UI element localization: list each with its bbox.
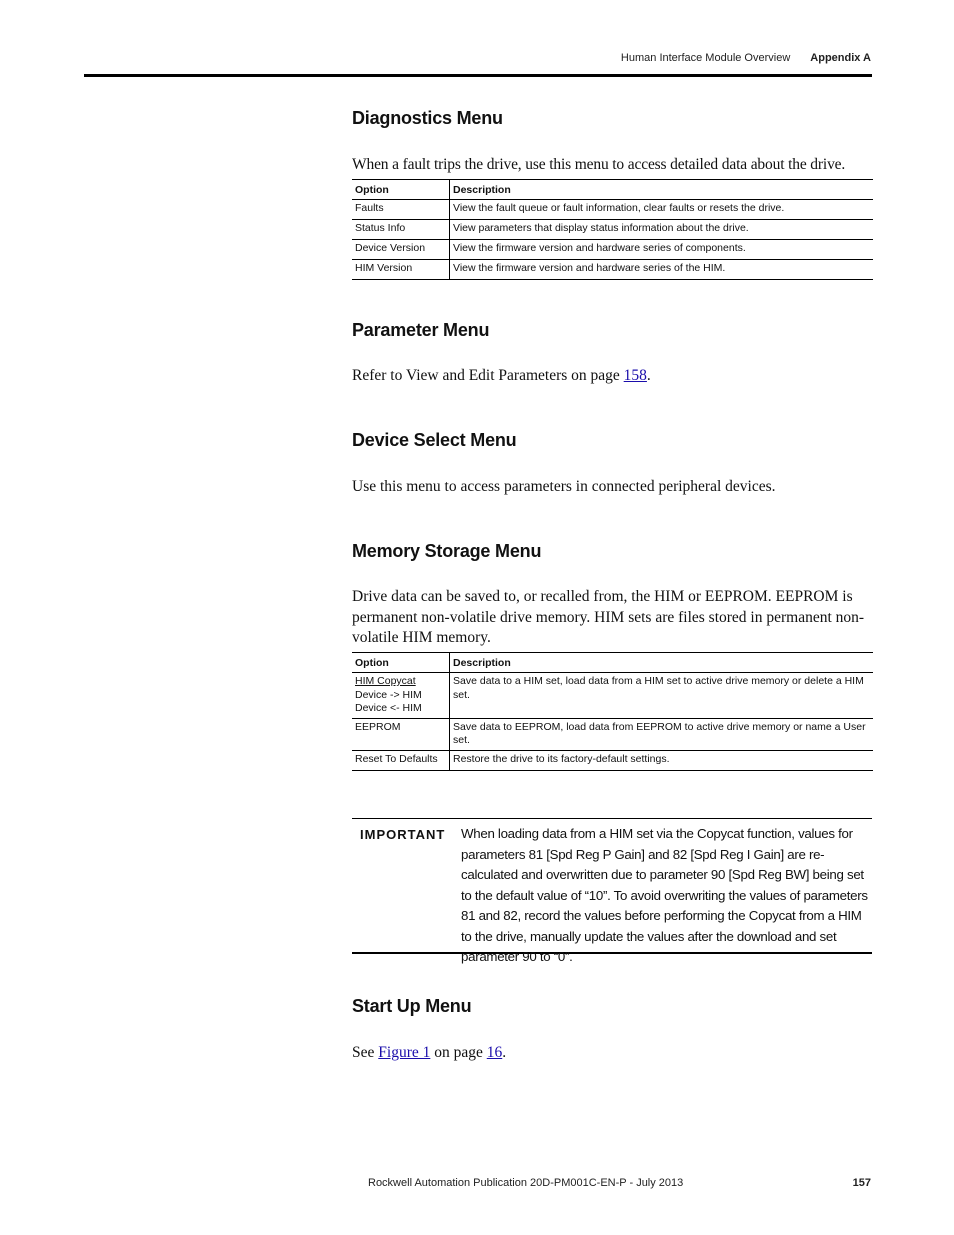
figure-1-link[interactable]: Figure 1 bbox=[378, 1044, 431, 1061]
description-cell: View the firmware version and hardware series of components. bbox=[450, 240, 874, 260]
description-cell: View the fault queue or fault information, clear faults or resets the drive. bbox=[450, 200, 874, 220]
parameter-text-end: . bbox=[646, 367, 651, 384]
start-up-text-mid: on page bbox=[430, 1044, 487, 1061]
description-cell: Save data to a HIM set, load data from a HIM set to active drive memory or delete a HIM set. bbox=[450, 673, 874, 719]
option-cell: Status Info bbox=[352, 220, 450, 240]
him-copycat-link[interactable]: HIM Copycat bbox=[355, 675, 416, 687]
option-sub-him-to-device: Device <- HIM bbox=[355, 702, 422, 714]
start-up-text bbox=[352, 1043, 874, 1064]
option-sub-device-to-him: Device -> HIM bbox=[355, 688, 422, 701]
column-header-description: Description bbox=[450, 653, 874, 673]
option-cell: Device Version bbox=[352, 240, 450, 260]
memory-storage-intro: Drive data can be saved to, or recalled from, the HIM or EEPROM. EEPROM is permanent non-volatile drive memory. HIM sets are files stored in permanent non-volatile HIM memory. bbox=[352, 588, 865, 646]
table-row bbox=[352, 240, 873, 260]
important-callout bbox=[352, 818, 872, 964]
start-up-menu-heading: Start Up Menu bbox=[352, 996, 472, 1016]
header-section-title: Human Interface Module Overview bbox=[620, 52, 791, 64]
description-cell: Save data to EEPROM, load data from EEPROM to active drive memory or name a User set. bbox=[450, 718, 874, 750]
column-header-option: Option bbox=[352, 180, 450, 200]
column-header-description: Description bbox=[450, 180, 874, 200]
device-select-text: Use this menu to access parameters in connected peripheral devices. bbox=[352, 478, 776, 495]
memory-storage-options-table bbox=[352, 652, 873, 771]
footer-publication: Rockwell Automation Publication 20D-PM001C-EN-P - July 2013 bbox=[368, 1177, 684, 1189]
parameter-text-lead: Refer to View and Edit Parameters on page bbox=[352, 367, 624, 384]
header-rule bbox=[84, 74, 872, 77]
table-row bbox=[352, 718, 873, 750]
start-up-text-lead: See bbox=[352, 1044, 379, 1061]
important-label: IMPORTANT bbox=[360, 827, 446, 842]
option-cell: HIM Version bbox=[352, 260, 450, 280]
diagnostics-options-table bbox=[352, 179, 873, 280]
important-text: When loading data from a HIM set via the Copycat function, values for parameters 81 [Spd Reg P Gain] and 82 [Spd Reg I Gain] are re-calculated and overwritten due to parameter 90 [Spd Reg BW] being set to the default value of “10”. To avoid overwriting the values of parameters 81 and 82, record the values before performing the Copycat from a HIM to the drive, manually update the values after the download and set parameter 90 to “0”. bbox=[461, 826, 868, 964]
description-cell: View parameters that display status information about the drive. bbox=[450, 220, 874, 240]
option-cell: Reset To Defaults bbox=[352, 750, 450, 770]
option-cell bbox=[352, 673, 450, 719]
memory-storage-menu-heading: Memory Storage Menu bbox=[352, 541, 542, 561]
table-row bbox=[352, 260, 873, 280]
description-cell: Restore the drive to its factory-default settings. bbox=[450, 750, 874, 770]
diagnostics-menu-heading: Diagnostics Menu bbox=[352, 108, 503, 128]
table-header-row bbox=[352, 180, 873, 200]
parameter-menu-heading: Parameter Menu bbox=[352, 320, 490, 340]
running-header bbox=[621, 52, 871, 64]
parameter-menu-text bbox=[352, 366, 874, 387]
device-select-menu-heading: Device Select Menu bbox=[352, 430, 517, 450]
footer-page-number: 157 bbox=[852, 1177, 871, 1189]
option-cell: EEPROM bbox=[352, 718, 450, 750]
table-header-row bbox=[352, 653, 873, 673]
column-header-option: Option bbox=[352, 653, 450, 673]
table-row bbox=[352, 750, 873, 770]
description-cell: View the firmware version and hardware series of the HIM. bbox=[450, 260, 874, 280]
page-158-link[interactable]: 158 bbox=[623, 367, 647, 384]
option-cell: Faults bbox=[352, 200, 450, 220]
diagnostics-intro: When a fault trips the drive, use this menu to access detailed data about the drive. bbox=[352, 156, 846, 173]
header-appendix-label: Appendix A bbox=[810, 52, 871, 64]
table-row bbox=[352, 200, 873, 220]
page-16-link[interactable]: 16 bbox=[486, 1044, 503, 1061]
start-up-text-end: . bbox=[502, 1044, 507, 1061]
table-row bbox=[352, 220, 873, 240]
table-row bbox=[352, 673, 873, 719]
